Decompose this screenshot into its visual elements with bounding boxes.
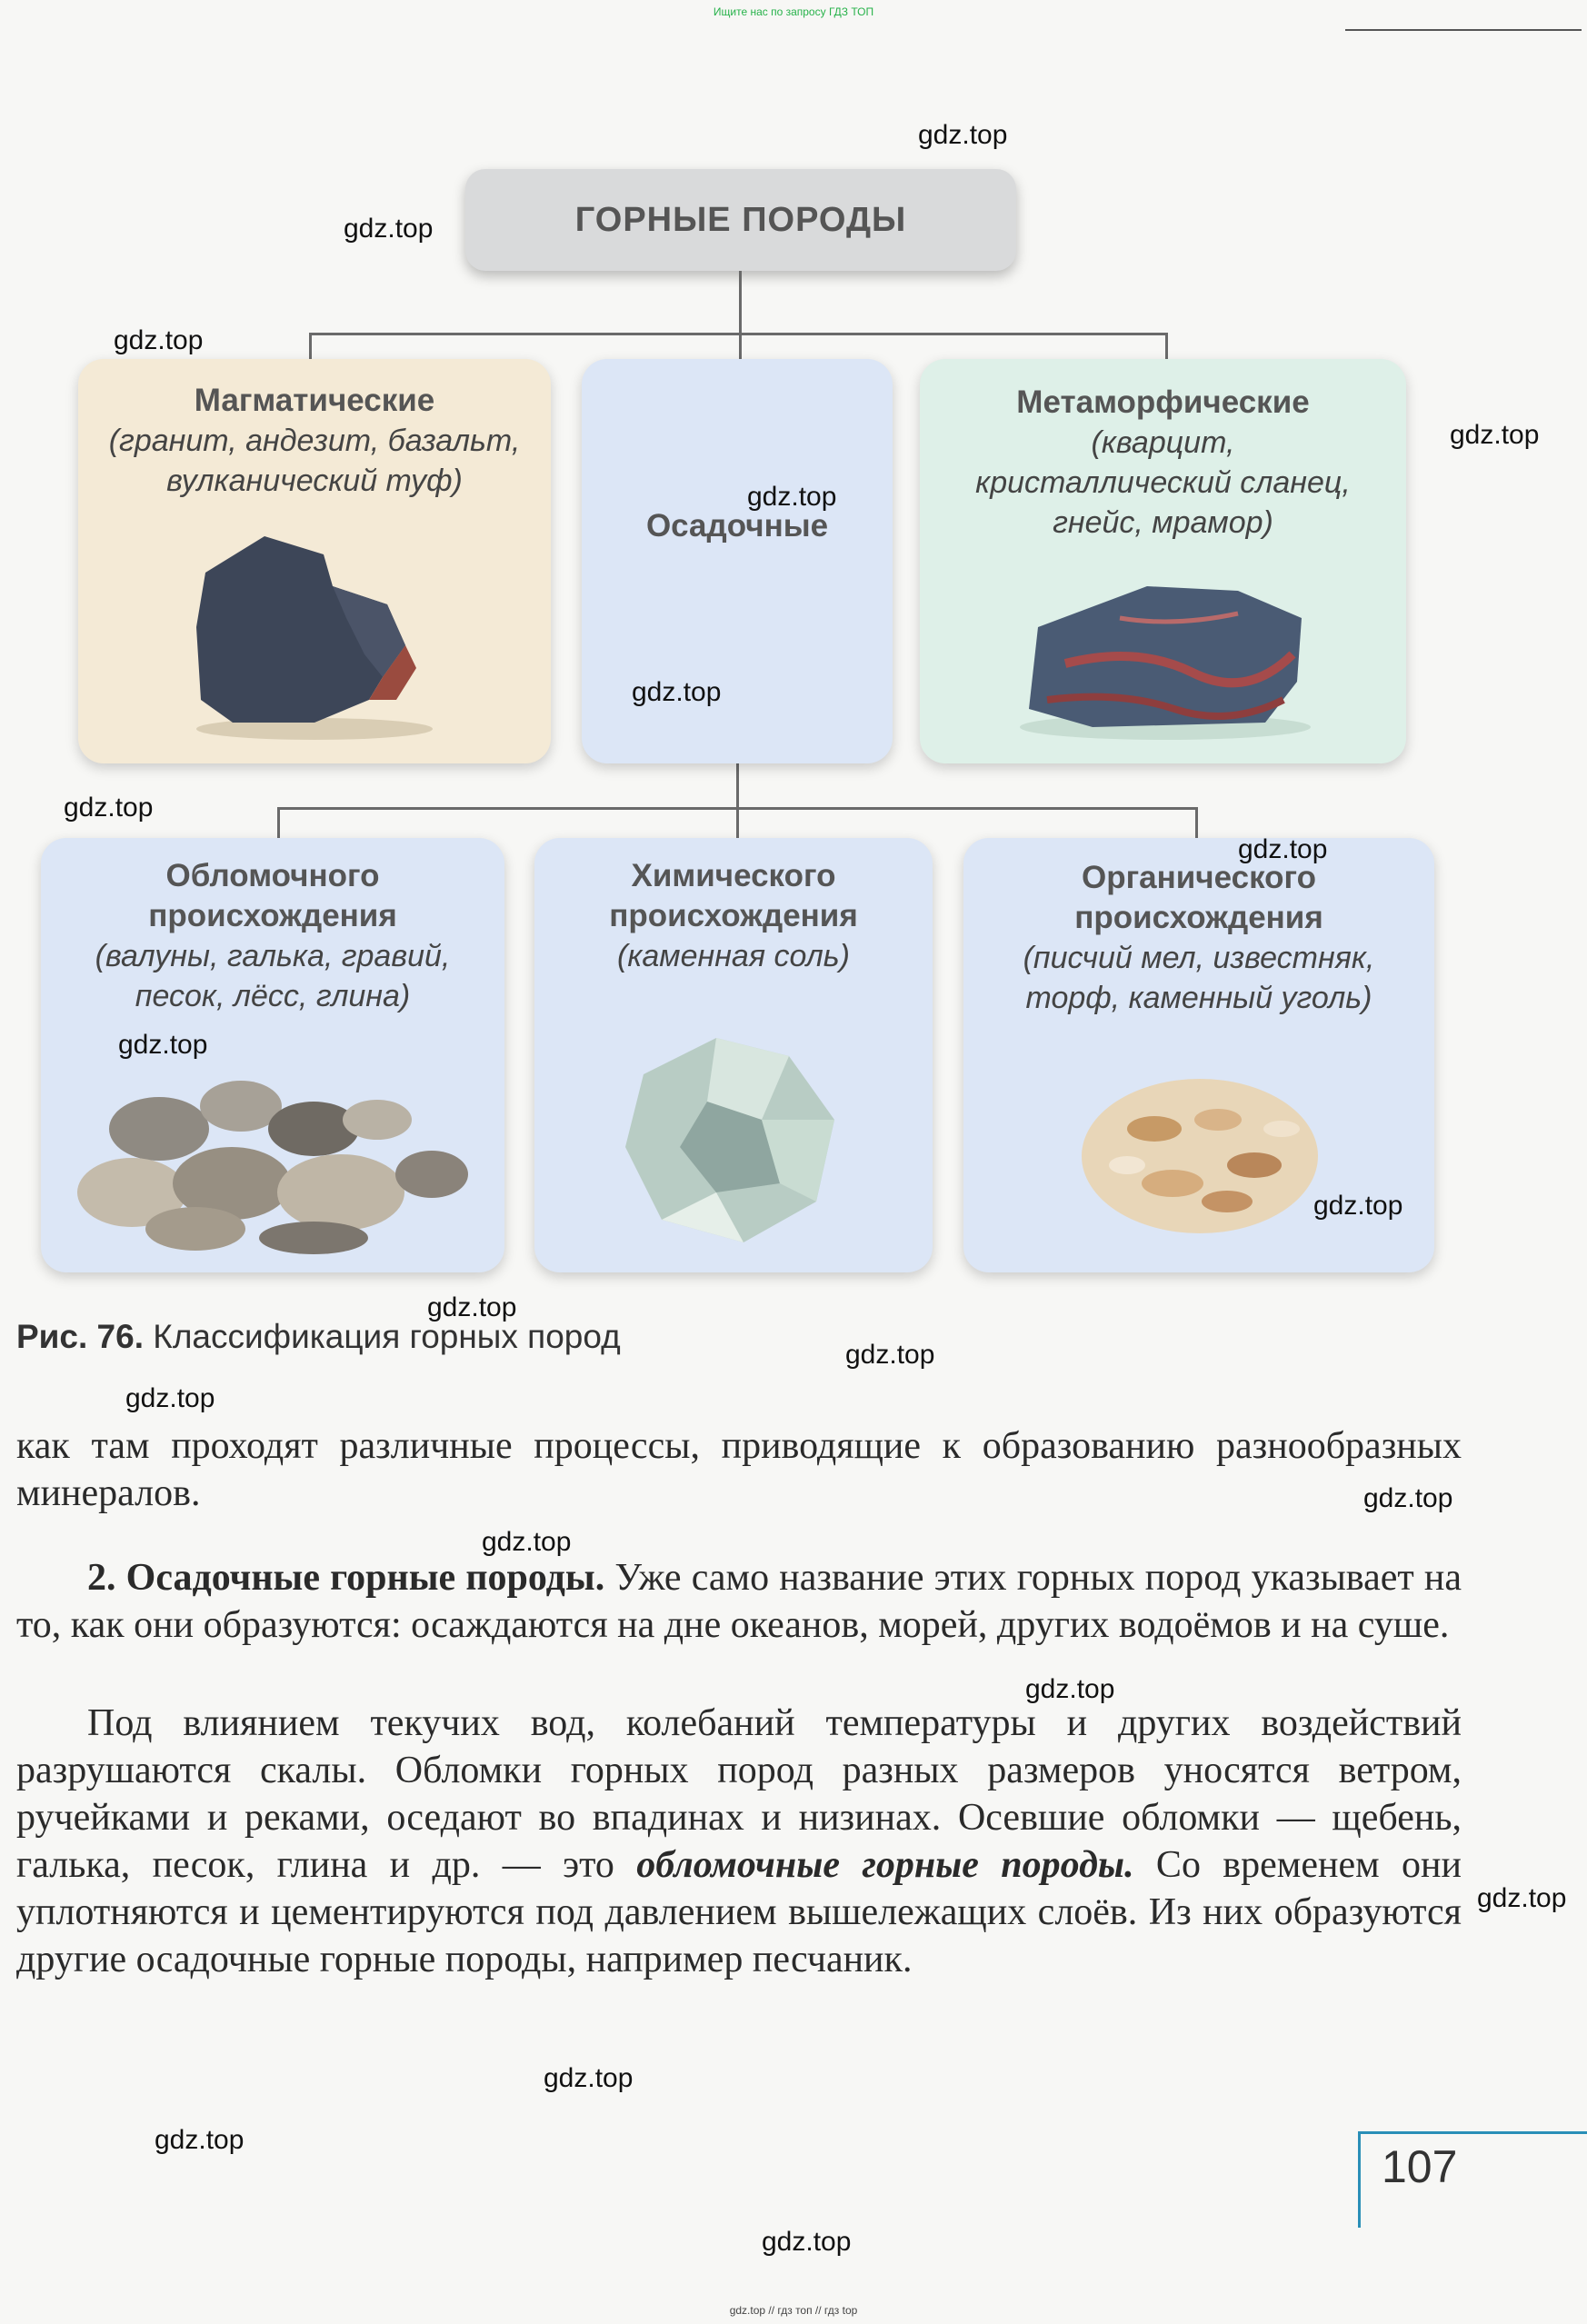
magmatic-title: Магматические bbox=[194, 383, 435, 418]
magmatic-examples-2: вулканический туф) bbox=[166, 464, 463, 498]
connector bbox=[1165, 333, 1168, 360]
organic-examples-1: (писчий мел, известняк, bbox=[1023, 941, 1375, 975]
watermark: gdz.top bbox=[125, 1383, 215, 1413]
page-number-rule bbox=[1358, 2131, 1587, 2134]
magmatic-examples-1: (гранит, андезит, базальт, bbox=[108, 424, 521, 458]
connector bbox=[309, 333, 312, 360]
connector bbox=[736, 807, 739, 840]
organic-title-1: Органического bbox=[1081, 860, 1317, 895]
card-chemical bbox=[534, 838, 933, 1272]
page-number-rule bbox=[1358, 2131, 1361, 2228]
connector bbox=[739, 333, 742, 360]
watermark: gdz.top bbox=[427, 1292, 517, 1322]
paragraph-continuation bbox=[16, 1422, 1462, 1517]
connector bbox=[277, 807, 280, 840]
metamorphic-examples-2: кристаллический сланец, bbox=[975, 465, 1351, 500]
organic-examples-2: торф, каменный уголь) bbox=[1025, 981, 1372, 1015]
watermark: gdz.top bbox=[344, 214, 434, 244]
paragraph-1: как там проходят различные процессы, приводящие к образованию разнообразных минералов. bbox=[16, 1425, 1462, 1514]
figure-label: Рис. 76. bbox=[16, 1318, 144, 1355]
section-heading: 2. Осадочные горные породы. bbox=[87, 1557, 605, 1599]
paragraph-2-text: Уже само название этих горных пород указывает на то, как они образуются: осаждаются на дне океанов, морей, других водоёмов и на суше. bbox=[16, 1557, 1462, 1646]
chemical-title-2: происхождения bbox=[609, 898, 858, 933]
watermark: gdz.top bbox=[1477, 1883, 1567, 1913]
watermark: gdz.top bbox=[114, 325, 204, 355]
root-node: ГОРНЫЕ ПОРОДЫ bbox=[465, 169, 1016, 271]
watermark: gdz.top bbox=[482, 1527, 572, 1557]
watermark: gdz.top bbox=[544, 2063, 634, 2093]
section-paragraph bbox=[16, 1554, 1462, 1649]
watermark: gdz.top bbox=[1238, 834, 1328, 864]
metamorphic-examples-3: гнейс, мрамор) bbox=[1053, 505, 1273, 540]
watermark: gdz.top bbox=[118, 1030, 208, 1060]
connector bbox=[1195, 807, 1198, 840]
granite-rock-image bbox=[178, 518, 451, 745]
watermark: gdz.top bbox=[155, 2125, 245, 2155]
watermark: gdz.top bbox=[1025, 1674, 1115, 1704]
metamorphic-title: Метаморфические bbox=[1016, 384, 1310, 420]
watermark: gdz.top bbox=[918, 120, 1008, 150]
card-magmatic bbox=[78, 359, 551, 763]
marble-rock-image bbox=[1011, 564, 1320, 745]
term-clastic-rocks: обломочные горные породы. bbox=[636, 1844, 1134, 1886]
watermark: gdz.top bbox=[1450, 420, 1540, 450]
organic-title-2: происхождения bbox=[1074, 900, 1323, 935]
paragraph-block bbox=[16, 1700, 1462, 1983]
watermark: gdz.top bbox=[1313, 1191, 1403, 1221]
card-metamorphic bbox=[920, 359, 1406, 763]
watermark: gdz.top bbox=[1363, 1483, 1453, 1513]
pebbles-image bbox=[77, 1065, 477, 1256]
connector bbox=[736, 763, 739, 809]
figure-title: Классификация горных пород bbox=[153, 1318, 621, 1355]
top-banner: Ищите нас по запросу ГДЗ ТОП bbox=[713, 5, 874, 18]
paragraph-3-part-b: Со временем они уплотняются и цементируются под давлением вышележащих слоёв. Из них образуются другие осадочные горные породы, например песчаник. bbox=[16, 1844, 1462, 1980]
clastic-examples-2: песок, лёсс, глина) bbox=[135, 979, 411, 1013]
chemical-examples-1: (каменная соль) bbox=[617, 939, 850, 973]
limestone-image bbox=[1045, 1065, 1354, 1247]
sedimentary-title: Осадочные bbox=[645, 508, 829, 544]
watermark: gdz.top bbox=[632, 677, 722, 707]
metamorphic-examples-1: (кварцит, bbox=[1091, 425, 1235, 460]
clastic-title-1: Обломочного bbox=[165, 858, 380, 893]
bottom-banner: gdz.top // гдз топ // гдз top bbox=[729, 2304, 858, 2317]
classification-diagram bbox=[0, 155, 1587, 1272]
paragraph-3 bbox=[16, 1700, 1462, 1983]
rock-salt-image bbox=[607, 1020, 862, 1256]
clastic-examples-1: (валуны, галька, гравий, bbox=[95, 939, 451, 973]
card-sedimentary bbox=[582, 359, 893, 763]
paragraph-2 bbox=[16, 1554, 1462, 1649]
top-rule bbox=[1345, 29, 1582, 31]
connector bbox=[739, 271, 742, 334]
watermark: gdz.top bbox=[747, 482, 837, 512]
card-clastic bbox=[41, 838, 504, 1272]
connector bbox=[309, 333, 1167, 335]
watermark: gdz.top bbox=[64, 793, 154, 823]
clastic-title-2: происхождения bbox=[148, 898, 397, 933]
watermark: gdz.top bbox=[845, 1340, 935, 1370]
chemical-title-1: Химического bbox=[631, 858, 836, 893]
page-number: 107 bbox=[1382, 2141, 1458, 2192]
figure-caption bbox=[16, 1318, 621, 1356]
watermark: gdz.top bbox=[762, 2227, 852, 2257]
paragraph-3-part-a: Под влиянием текучих вод, колебаний температуры и других воздействий разрушаются скалы. Обломки горных пород разных размеров уносятся ветром, ручейками и реками, оседают во впадинах и низинах. Осевшие обломки — щебень, галька, песок, глина и др. — это bbox=[16, 1702, 1462, 1886]
